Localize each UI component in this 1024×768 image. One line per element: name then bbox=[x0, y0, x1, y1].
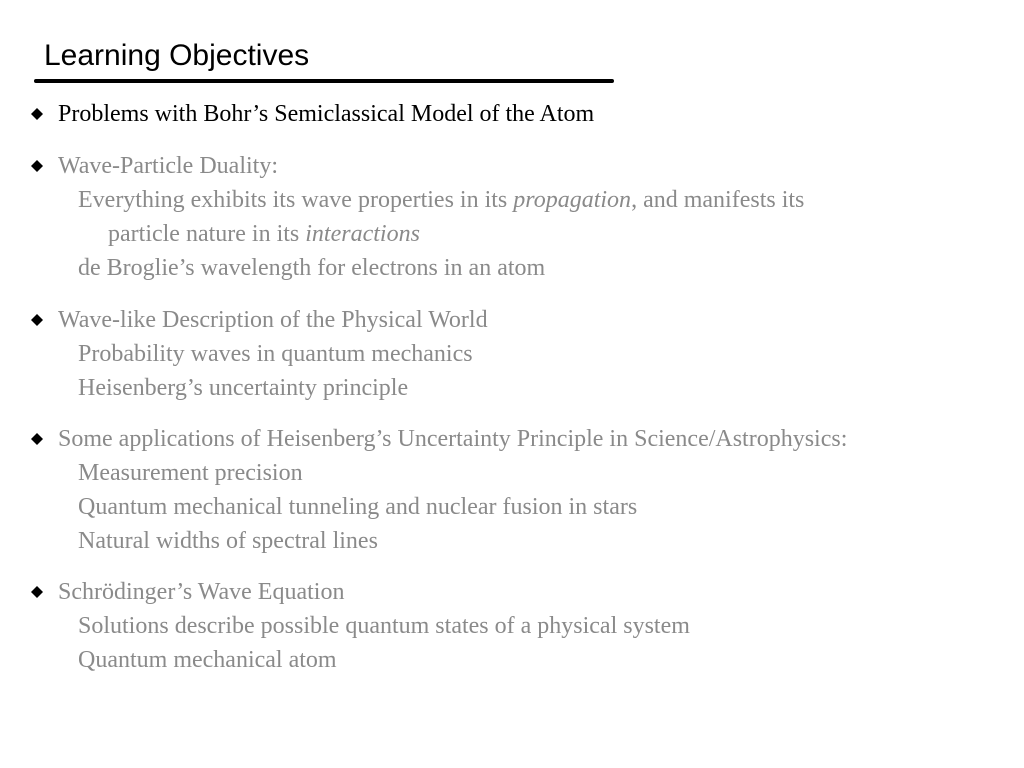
diamond-bullet-icon bbox=[31, 586, 43, 598]
sub-item-quantum-atom: Quantum mechanical atom bbox=[78, 647, 337, 673]
sub-item-spectral-widths: Natural widths of spectral lines bbox=[78, 528, 378, 554]
bullet-heading-wave-particle-duality: Wave-Particle Duality: bbox=[58, 153, 278, 179]
sub-item-text: Everything exhibits its wave properties in its bbox=[78, 187, 514, 213]
bullet-heading-wave-description: Wave-like Description of the Physical World bbox=[58, 307, 488, 333]
diamond-bullet-icon bbox=[31, 314, 43, 326]
sub-item-tunneling-fusion: Quantum mechanical tunneling and nuclear fusion in stars bbox=[78, 494, 638, 520]
sub-item-wave-propagation bbox=[78, 183, 804, 217]
sub-item-quantum-states: Solutions describe possible quantum states of a physical system bbox=[78, 613, 690, 639]
sub-item-text: particle nature in its bbox=[108, 221, 306, 247]
emphasis-interactions: interactions bbox=[305, 221, 420, 247]
sub-item-text: , and manifests its bbox=[631, 187, 805, 213]
page-title: Learning Objectives bbox=[44, 39, 310, 72]
bullet-heading-schrodinger: Schrödinger’s Wave Equation bbox=[58, 579, 345, 605]
bullet-heading-bohr-model: Problems with Bohr’s Semiclassical Model of the Atom bbox=[58, 101, 595, 127]
bullet-heading-applications: Some applications of Heisenberg’s Uncertainty Principle in Science/Astrophysics: bbox=[58, 426, 848, 452]
sub-item-measurement-precision: Measurement precision bbox=[78, 460, 303, 486]
emphasis-propagation: propagation bbox=[513, 187, 632, 213]
diamond-bullet-icon bbox=[31, 433, 43, 445]
sub-item-probability-waves: Probability waves in quantum mechanics bbox=[78, 341, 473, 367]
title-underline bbox=[34, 79, 614, 83]
diamond-bullet-icon bbox=[31, 160, 43, 172]
sub-item-de-broglie: de Broglie’s wavelength for electrons in an atom bbox=[78, 255, 546, 281]
diamond-bullet-icon bbox=[31, 108, 43, 120]
sub-item-particle-nature bbox=[108, 217, 420, 251]
sub-item-uncertainty-principle: Heisenberg’s uncertainty principle bbox=[78, 375, 409, 401]
